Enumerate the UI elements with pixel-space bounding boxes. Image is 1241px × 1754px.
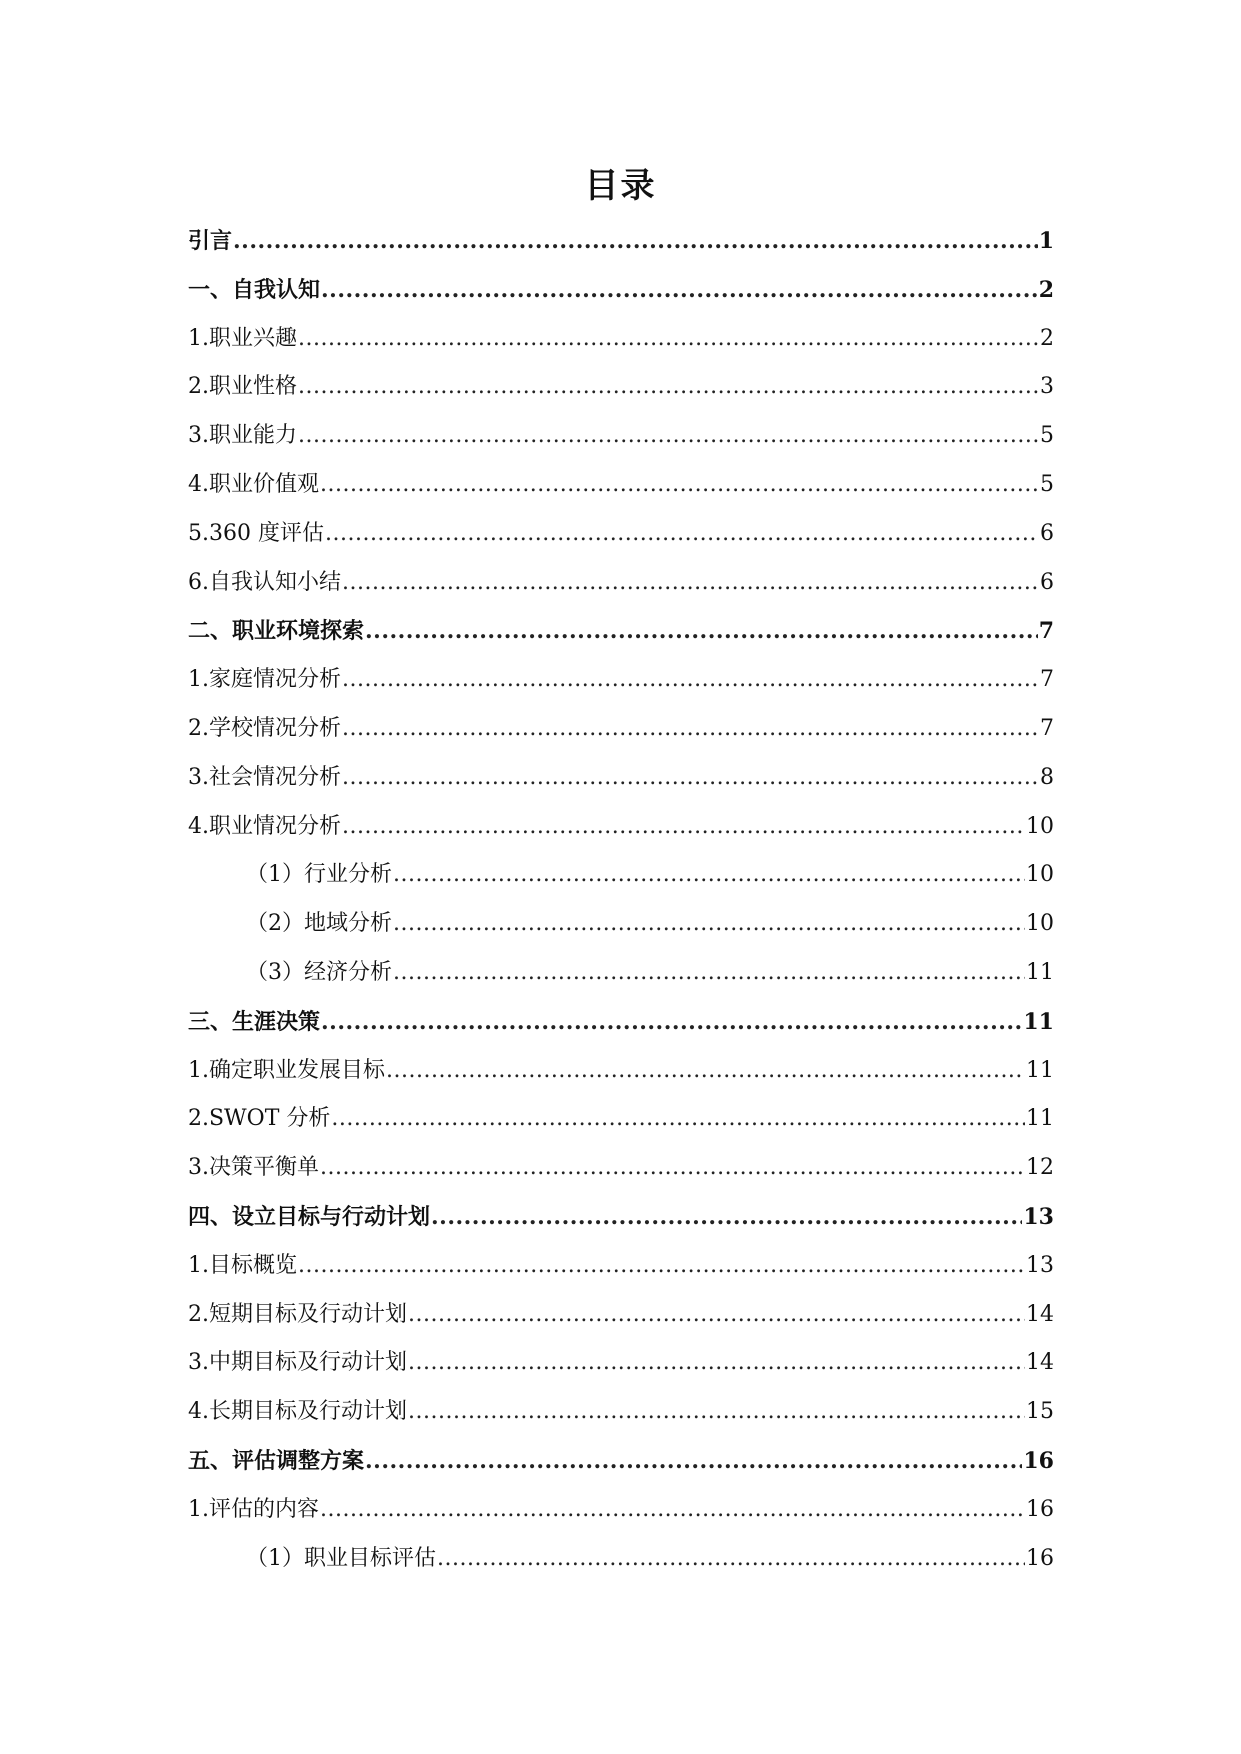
toc-page-number: 13 [1023, 1203, 1054, 1230]
toc-entry[interactable] [188, 851, 1054, 900]
toc-dot-leader [342, 803, 1025, 852]
toc-page-number: 12 [1026, 1155, 1054, 1181]
toc-entry[interactable] [188, 1291, 1054, 1340]
toc-dot-leader [408, 1339, 1025, 1388]
toc-entry[interactable] [188, 705, 1054, 754]
toc-page-number: 7 [1040, 667, 1054, 693]
toc-entry-label: 3.社会情况分析 [188, 764, 341, 790]
toc-entry-label: 2.短期目标及行动计划 [188, 1301, 407, 1327]
toc-page-number: 11 [1026, 1106, 1054, 1132]
toc-entry[interactable] [188, 656, 1054, 705]
toc-page-number: 3 [1040, 374, 1054, 400]
toc-entry[interactable] [188, 559, 1054, 608]
toc-entry-label: 3.职业能力 [188, 423, 297, 449]
toc-dot-leader [320, 1486, 1025, 1535]
toc-entry-label: （3）经济分析 [246, 959, 392, 985]
toc-page-number: 6 [1040, 569, 1054, 595]
toc-dot-leader [408, 1388, 1025, 1437]
toc-entry-label: 二、职业环境探索 [188, 618, 365, 645]
toc-entry-label: （1）行业分析 [246, 862, 392, 888]
toc-dot-leader [386, 1047, 1025, 1096]
toc-dot-leader [408, 1291, 1025, 1340]
toc-entry[interactable] [188, 1486, 1054, 1535]
toc-dot-leader [342, 559, 1039, 608]
toc-entry-label: 1.确定职业发展目标 [188, 1057, 385, 1083]
toc-entry-label: 4.职业价值观 [188, 471, 319, 497]
toc-dot-leader [431, 1193, 1022, 1242]
toc-entry[interactable] [188, 1535, 1054, 1584]
toc-page-number: 1 [1038, 228, 1054, 254]
toc-entry[interactable] [188, 1047, 1054, 1096]
toc-dot-leader [393, 900, 1025, 949]
toc-entry-label: 2.职业性格 [188, 374, 297, 400]
toc-page-number: 8 [1040, 764, 1054, 790]
toc-page-number: 10 [1026, 911, 1054, 937]
toc-entry[interactable] [188, 1193, 1054, 1242]
toc-entry-label: 五、评估调整方案 [188, 1447, 365, 1474]
toc-page-number: 15 [1026, 1399, 1054, 1425]
toc-dot-leader [365, 1437, 1022, 1486]
toc-page-number: 6 [1040, 520, 1054, 546]
toc-page-number: 16 [1023, 1447, 1054, 1474]
toc-entry[interactable] [188, 754, 1054, 803]
toc-dot-leader [393, 949, 1025, 998]
toc-page-number: 2 [1038, 276, 1054, 303]
toc-entry-label: 一、自我认知 [188, 276, 321, 303]
toc-dot-leader [298, 315, 1039, 364]
toc-entry-label: （1）职业目标评估 [246, 1545, 436, 1571]
toc-entry-label: 引言 [188, 228, 233, 254]
toc-dot-leader [342, 656, 1039, 705]
toc-entry[interactable] [188, 217, 1054, 266]
toc-page-number: 7 [1038, 618, 1054, 645]
toc-entry[interactable] [188, 998, 1054, 1047]
toc-dot-leader [365, 607, 1038, 656]
toc-dot-leader [331, 1095, 1025, 1144]
toc-page-number: 16 [1026, 1496, 1054, 1522]
toc-page-number: 2 [1040, 325, 1054, 351]
toc-dot-leader [320, 1144, 1025, 1193]
toc-dot-leader [325, 510, 1039, 559]
toc-page-number: 13 [1026, 1252, 1054, 1278]
toc-entry-label: 3.决策平衡单 [188, 1155, 319, 1181]
toc-entry[interactable] [188, 803, 1054, 852]
toc-entry[interactable] [188, 1388, 1054, 1437]
toc-entry-label: 3.中期目标及行动计划 [188, 1350, 407, 1376]
toc-page-number: 7 [1040, 715, 1054, 741]
toc-dot-leader [298, 412, 1039, 461]
toc-dot-leader [342, 705, 1039, 754]
toc-entry[interactable] [188, 1144, 1054, 1193]
toc-entry[interactable] [188, 266, 1054, 315]
toc-entry-label: 1.家庭情况分析 [188, 667, 341, 693]
toc-dot-leader [342, 754, 1039, 803]
toc-page-number: 5 [1040, 471, 1054, 497]
toc-dot-leader [437, 1535, 1025, 1584]
toc-entry[interactable] [188, 412, 1054, 461]
toc-entry-label: 四、设立目标与行动计划 [188, 1203, 431, 1230]
toc-page-number: 14 [1026, 1301, 1054, 1327]
toc-page-number: 11 [1026, 959, 1054, 985]
toc-entry-label: 2.SWOT 分析 [188, 1106, 331, 1132]
toc-entry[interactable] [188, 949, 1054, 998]
toc-page-number: 11 [1026, 1057, 1054, 1083]
page-title: 目录 [584, 166, 657, 206]
toc-entry[interactable] [188, 1095, 1054, 1144]
toc-dot-leader [321, 998, 1022, 1047]
toc-entry-label: 5.360 度评估 [188, 520, 324, 546]
toc-page-number: 16 [1026, 1545, 1054, 1571]
toc-dot-leader [321, 266, 1038, 315]
toc-entry-label: 1.评估的内容 [188, 1496, 319, 1522]
toc-page-number: 10 [1026, 813, 1054, 839]
toc-page-number: 11 [1023, 1008, 1054, 1035]
toc-dot-leader [298, 1242, 1025, 1291]
toc-page-number: 5 [1040, 423, 1054, 449]
toc-dot-leader [393, 851, 1025, 900]
toc-entry[interactable] [188, 1339, 1054, 1388]
toc-entry[interactable] [188, 510, 1054, 559]
toc-entry[interactable] [188, 900, 1054, 949]
toc-entry-label: 三、生涯决策 [188, 1008, 321, 1035]
toc-dot-leader [298, 363, 1039, 412]
toc-page-number: 14 [1026, 1350, 1054, 1376]
toc-entry-label: （2）地域分析 [246, 911, 392, 937]
toc-entry[interactable] [188, 1242, 1054, 1291]
toc-entry-label: 4.职业情况分析 [188, 813, 341, 839]
toc-entry[interactable] [188, 607, 1054, 656]
toc-dot-leader [320, 461, 1039, 510]
toc-entry[interactable] [188, 315, 1054, 364]
toc-entry-label: 4.长期目标及行动计划 [188, 1399, 407, 1425]
toc-entry[interactable] [188, 461, 1054, 510]
toc-entry-label: 1.目标概览 [188, 1252, 297, 1278]
table-of-contents [188, 217, 1054, 1583]
toc-entry-label: 6.自我认知小结 [188, 569, 341, 595]
toc-entry-label: 2.学校情况分析 [188, 715, 341, 741]
toc-entry[interactable] [188, 1437, 1054, 1486]
toc-dot-leader [233, 217, 1038, 266]
toc-page-number: 10 [1026, 862, 1054, 888]
toc-entry-label: 1.职业兴趣 [188, 325, 297, 351]
toc-entry[interactable] [188, 363, 1054, 412]
